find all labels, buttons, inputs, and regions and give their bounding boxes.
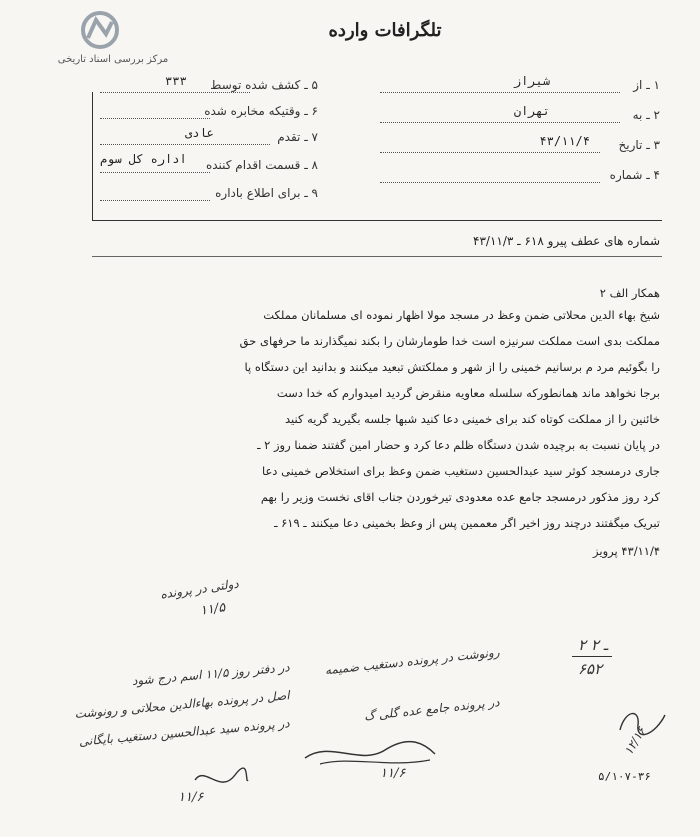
field-decoded-by-value: ۳۳۳ — [165, 74, 187, 88]
rule-date — [380, 152, 600, 153]
body-line: جاری درمسجد کوثر سید عبدالحسین دستغیب ضمن وعظ برای استخلاص خمینی دعا — [261, 464, 660, 478]
initials-scribble — [190, 760, 250, 800]
field-action-dept-value: اداره کل سوم — [100, 152, 187, 166]
rule-priority — [100, 144, 270, 145]
logo-text: مرکز بررسی اسناد تاریخی — [57, 54, 169, 65]
body-line: در پایان نسبت به برچیده شدن دستگاه ظلم دعا کرد و حضار امین گفتند ضمنا روز ۲ ـ — [257, 438, 660, 452]
body-line: برجا نخواهد ماند همانطورکه سلسله معاویه منقرض گردید امیدوارم که خدا دست — [276, 386, 660, 400]
handwritten-middle-line: در پرونده جامع عده گلی گ — [363, 695, 501, 724]
field-action-dept: ۸ ـ قسمت اقدام کننده — [205, 158, 318, 172]
archive-logo — [18, 10, 208, 70]
handwritten-middle-num: ۱۱/۶ — [380, 766, 406, 781]
signature-line: ۴۳/۱۱/۴ پرویز — [593, 544, 660, 558]
rule-to — [380, 122, 620, 123]
field-from-value: شیراز — [513, 74, 550, 88]
footer-code: ۵/۱۰۷-۳۶ — [598, 770, 651, 783]
field-to-value: تهران — [513, 104, 550, 118]
book-logo-icon — [78, 10, 122, 50]
field-from: ۱ ـ از — [633, 78, 660, 92]
handwritten-number-a: ۲ ـ ۲ — [578, 636, 609, 654]
rule-decoded — [100, 92, 250, 93]
reference-line: شماره های عطف پیرو ۶۱۸ ـ ۴۳/۱۱/۳ — [473, 234, 660, 248]
signature-scribble — [300, 730, 440, 770]
form-vertical-line — [92, 92, 93, 220]
handwritten-note-top: دولتی در پرونده — [159, 576, 240, 602]
field-date: ۳ ـ تاریخ — [618, 138, 660, 152]
handwritten-filing-line: در پرونده سید عبدالحسین دستغیب بایگانی — [78, 716, 291, 749]
handwritten-side-num: ۱۲/۱۶ — [621, 724, 649, 758]
body-line: کرد روز مذکور درمسجد جامع عده معدودی تیرخوردن جناب اقای نخست وزیر را بهم — [260, 490, 660, 504]
rule-info — [100, 200, 210, 201]
field-priority-value: عادی — [185, 126, 214, 140]
body-line: همکار الف ۲ — [599, 286, 660, 300]
body-line: تبریک میگفتند درچند روز اخیر اگر معممین پس از وعظ بخمینی دعا میکنند ـ ۶۱۹ ـ — [274, 516, 660, 530]
handwritten-number-b: ۶۵۲ — [578, 660, 603, 678]
page-title: تلگرافات وارده — [328, 20, 442, 41]
form-bottom-line — [92, 220, 662, 221]
body-line: مملکت بدی است مملکت سرنیزه است خدا طومارشان را بکند نمیگذارند ما حرفهای حق — [239, 334, 660, 348]
field-number: ۴ ـ شماره — [609, 168, 660, 182]
rule-from — [380, 92, 620, 93]
handwritten-filing-line: اصل در پرونده بهاءالدین محلاتی و رونوشت — [73, 688, 291, 722]
field-info-dept: ۹ ـ برای اطلاع باداره — [215, 186, 318, 200]
handwritten-middle-line: رونوشت در پرونده دستغیب ضمیمه — [324, 645, 501, 678]
handwritten-filing-line: در دفتر روز ۱۱/۵ اسم درج شود — [131, 660, 291, 688]
corner-scribble — [610, 700, 670, 740]
body-line: خائنین را از مملکت کوتاه کند برای خمینی دعا کنید شبها جلسه بگیرید گریه کنید — [284, 412, 660, 426]
field-date-value: ۴۳/۱۱/۴ — [539, 134, 590, 148]
rule-action — [100, 172, 210, 173]
body-line: شیخ بهاء الدین محلاتی ضمن وعظ در مسجد مولا اظهار نموده ای مسلمانان مملکت — [263, 308, 660, 322]
field-priority: ۷ ـ تقدم — [277, 130, 318, 144]
reference-rule — [92, 256, 662, 257]
body-line: را بگوئیم مرد م برسانیم خمینی را از شهر و مملکتش تبعید میکنند و بدانید این دستگاه پا — [244, 360, 660, 374]
handwritten-note-top-num: ۱۱/۵ — [199, 600, 227, 619]
field-to: ۲ ـ به — [632, 108, 660, 122]
rule-number — [380, 182, 600, 183]
field-transmitted: ۶ ـ وقتیکه مخابره شده — [204, 104, 318, 118]
fraction-rule — [572, 656, 612, 657]
rule-transmitted — [100, 118, 210, 119]
handwritten-left-num: ۱۱/۶ — [178, 790, 204, 805]
field-decoded-by: ۵ ـ کشف شده توسط — [210, 78, 318, 92]
